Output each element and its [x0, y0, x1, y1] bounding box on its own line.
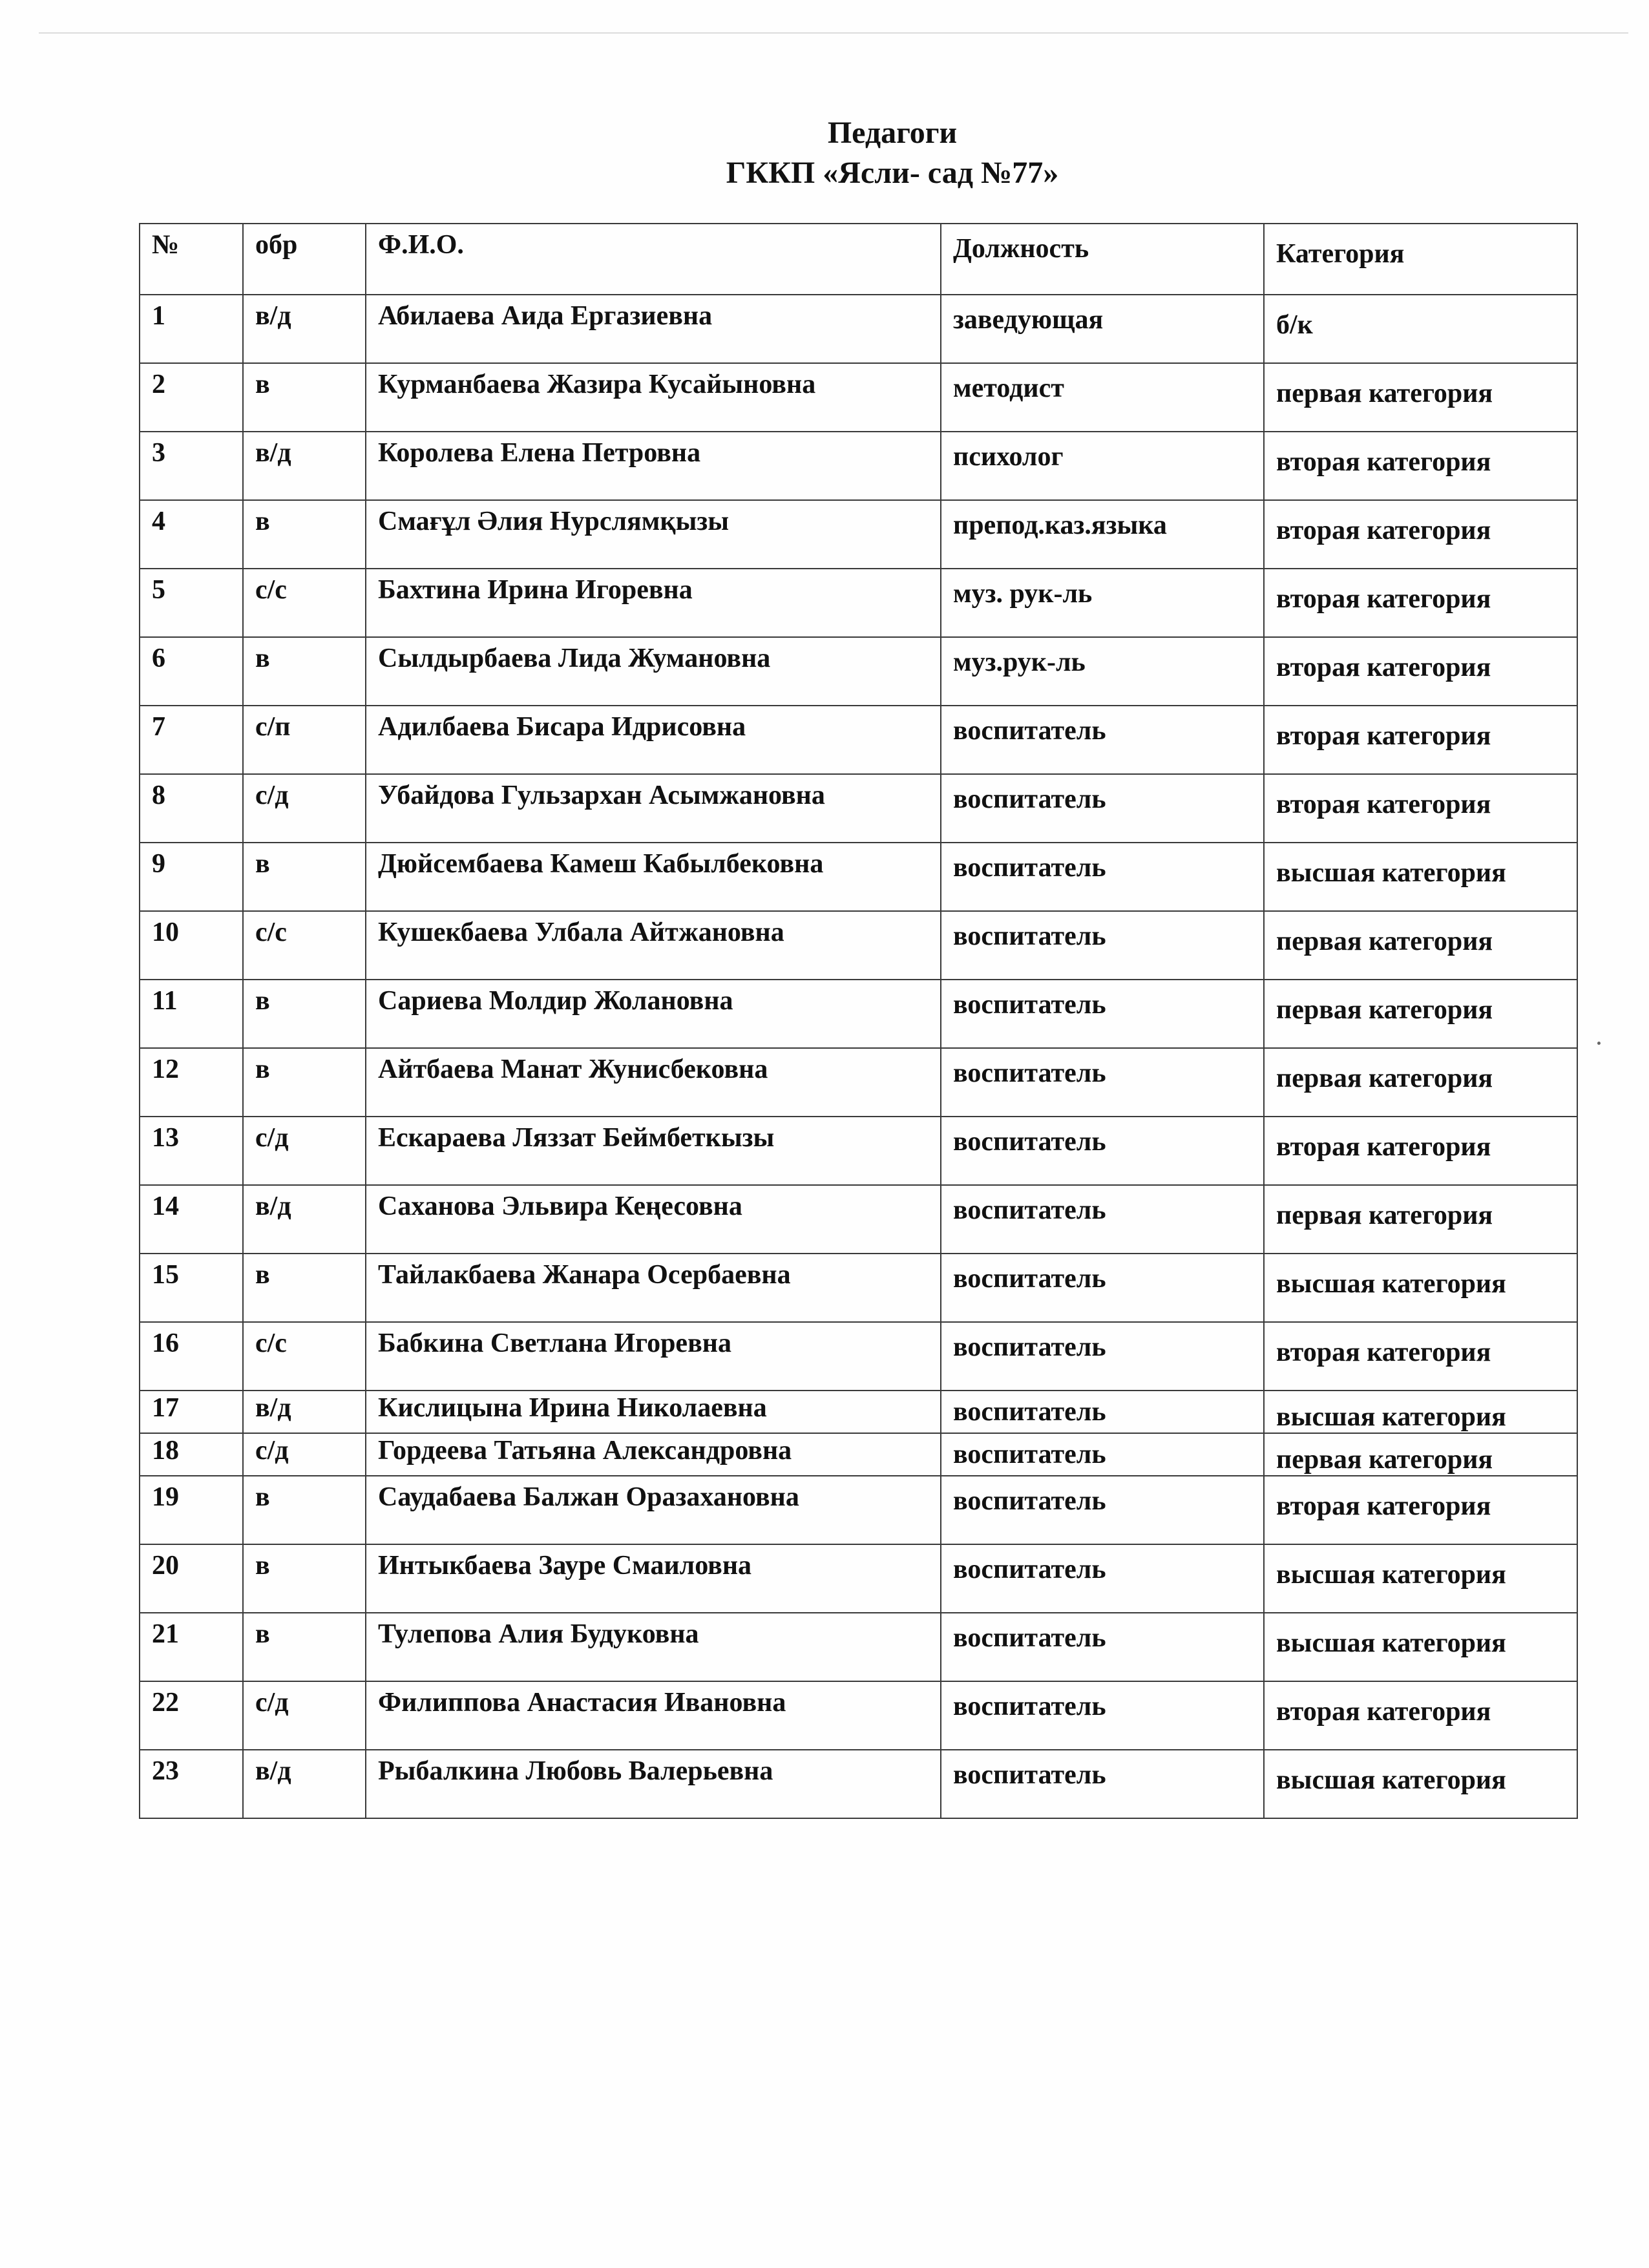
table-row — [140, 1433, 1577, 1476]
row-number: 17 — [140, 1391, 243, 1433]
row-category-text: первая категория — [1276, 379, 1493, 408]
row-category — [1264, 1185, 1577, 1254]
row-position — [941, 1322, 1264, 1391]
row-number: 6 — [140, 637, 243, 706]
row-category — [1264, 911, 1577, 980]
staff-table — [139, 223, 1578, 1819]
row-position — [941, 911, 1264, 980]
row-position-text: воспитатель — [953, 1692, 1106, 1721]
row-position — [941, 432, 1264, 500]
row-education: с/с — [243, 1322, 366, 1391]
row-position — [941, 1433, 1264, 1476]
row-education: в — [243, 1048, 366, 1117]
row-full-name: Ескараева Ляззат Беймбеткызы — [366, 1117, 941, 1185]
row-position-text: воспитатель — [953, 853, 1106, 883]
row-full-name: Убайдова Гульзархан Асымжановна — [366, 774, 941, 843]
row-number: 15 — [140, 1254, 243, 1322]
document-title: Педагоги — [827, 116, 958, 150]
row-category-text: высшая категория — [1276, 1628, 1506, 1658]
row-education: с/п — [243, 706, 366, 774]
row-category — [1264, 295, 1577, 363]
table-row — [140, 1322, 1577, 1391]
table-row — [140, 1391, 1577, 1433]
row-full-name: Тайлакбаева Жанара Осербаевна — [366, 1254, 941, 1322]
row-position — [941, 843, 1264, 911]
row-category-text: вторая категория — [1276, 653, 1491, 682]
table-row — [140, 569, 1577, 637]
row-number: 5 — [140, 569, 243, 637]
row-full-name: Филиппова Анастасия Ивановна — [366, 1681, 941, 1750]
row-full-name: Абилаева Аида Ергазиевна — [366, 295, 941, 363]
row-full-name: Саудабаева Балжан Оразахановна — [366, 1476, 941, 1544]
row-number: 12 — [140, 1048, 243, 1117]
row-full-name: Саханова Эльвира Кеңесовна — [366, 1185, 941, 1254]
table-row — [140, 432, 1577, 500]
row-education: в/д — [243, 1185, 366, 1254]
row-full-name: Смағұл Әлия Нурслямқызы — [366, 500, 941, 569]
row-category — [1264, 500, 1577, 569]
row-position-text: муз. рук-ль — [953, 579, 1093, 609]
row-number: 4 — [140, 500, 243, 569]
row-position — [941, 1476, 1264, 1544]
table-row — [140, 500, 1577, 569]
table-row — [140, 1185, 1577, 1254]
table-row — [140, 1750, 1577, 1818]
row-position-text: воспитатель — [953, 1264, 1106, 1294]
row-category-text: вторая категория — [1276, 1697, 1491, 1727]
row-position-text: воспитатель — [953, 716, 1106, 746]
row-category — [1264, 774, 1577, 843]
row-position-text: воспитатель — [953, 1397, 1106, 1427]
row-category — [1264, 843, 1577, 911]
row-number: 7 — [140, 706, 243, 774]
row-category-text: вторая категория — [1276, 516, 1491, 545]
row-full-name: Бабкина Светлана Игоревна — [366, 1322, 941, 1391]
row-number: 23 — [140, 1750, 243, 1818]
row-position — [941, 1391, 1264, 1433]
row-position-text: воспитатель — [953, 1760, 1106, 1790]
row-position — [941, 1544, 1264, 1613]
row-category — [1264, 1476, 1577, 1544]
row-category-text: первая категория — [1276, 995, 1493, 1025]
scan-speck — [1597, 1042, 1601, 1045]
row-full-name: Тулепова Алия Будуковна — [366, 1613, 941, 1681]
row-category — [1264, 980, 1577, 1048]
table-row — [140, 1544, 1577, 1613]
row-education: в — [243, 1613, 366, 1681]
row-category-text: первая категория — [1276, 1201, 1493, 1230]
table-row — [140, 1681, 1577, 1750]
header-position — [941, 224, 1264, 295]
row-position-text: воспитатель — [953, 1332, 1106, 1362]
row-category — [1264, 1681, 1577, 1750]
row-full-name: Курманбаева Жазира Кусайыновна — [366, 363, 941, 432]
row-category — [1264, 1117, 1577, 1185]
table-row — [140, 1613, 1577, 1681]
row-position-text: воспитатель — [953, 1440, 1106, 1469]
row-position-text: заведующая — [953, 305, 1104, 335]
row-category — [1264, 363, 1577, 432]
row-education: с/д — [243, 1433, 366, 1476]
row-category-text: высшая категория — [1276, 858, 1506, 888]
header-education: обр — [243, 224, 366, 295]
row-category — [1264, 432, 1577, 500]
row-education: с/д — [243, 1681, 366, 1750]
row-full-name: Гордеева Татьяна Александровна — [366, 1433, 941, 1476]
row-position — [941, 1750, 1264, 1818]
row-category — [1264, 569, 1577, 637]
row-education: в — [243, 1544, 366, 1613]
row-category-text: вторая категория — [1276, 1491, 1491, 1521]
row-position-text: воспитатель — [953, 990, 1106, 1020]
row-full-name: Интыкбаева Зауре Смаиловна — [366, 1544, 941, 1613]
row-category — [1264, 1613, 1577, 1681]
row-number: 22 — [140, 1681, 243, 1750]
row-education: в — [243, 500, 366, 569]
row-full-name: Сариева Молдир Жолановна — [366, 980, 941, 1048]
row-number: 20 — [140, 1544, 243, 1613]
row-number: 21 — [140, 1613, 243, 1681]
row-position-text: методист — [953, 373, 1064, 403]
table-row — [140, 774, 1577, 843]
document-subtitle: ГККП «Ясли- сад №77» — [726, 156, 1059, 190]
row-number: 3 — [140, 432, 243, 500]
row-position-text: воспитатель — [953, 1486, 1106, 1516]
row-full-name: Кушекбаева Улбала Айтжановна — [366, 911, 941, 980]
row-category — [1264, 637, 1577, 706]
row-education: в/д — [243, 1391, 366, 1433]
row-category-text: первая категория — [1276, 1064, 1493, 1093]
row-category-text: вторая категория — [1276, 447, 1491, 477]
row-education: в/д — [243, 432, 366, 500]
row-category-text: б/к — [1276, 310, 1313, 340]
row-education: с/с — [243, 569, 366, 637]
row-full-name: Айтбаева Манат Жунисбековна — [366, 1048, 941, 1117]
table-row — [140, 1476, 1577, 1544]
row-education: в — [243, 980, 366, 1048]
row-category-text: первая категория — [1276, 927, 1493, 956]
row-category — [1264, 1048, 1577, 1117]
row-category-text: вторая категория — [1276, 721, 1491, 751]
row-number: 11 — [140, 980, 243, 1048]
row-education: в/д — [243, 1750, 366, 1818]
header-category-label: Категория — [1276, 239, 1405, 269]
row-position — [941, 1185, 1264, 1254]
row-education: в — [243, 637, 366, 706]
row-number: 18 — [140, 1433, 243, 1476]
row-number: 13 — [140, 1117, 243, 1185]
table-row — [140, 980, 1577, 1048]
scan-edge-line — [39, 32, 1628, 34]
row-education: с/д — [243, 1117, 366, 1185]
row-position-text: воспитатель — [953, 1555, 1106, 1584]
row-full-name: Королева Елена Петровна — [366, 432, 941, 500]
row-position-text: психолог — [953, 442, 1064, 472]
row-full-name: Сылдырбаева Лида Жумановна — [366, 637, 941, 706]
row-category-text: высшая категория — [1276, 1765, 1506, 1795]
table-row — [140, 911, 1577, 980]
row-position — [941, 637, 1264, 706]
header-position-label: Должность — [953, 234, 1089, 264]
row-position — [941, 363, 1264, 432]
row-number: 2 — [140, 363, 243, 432]
row-position — [941, 500, 1264, 569]
table-row — [140, 706, 1577, 774]
row-position-text: муз.рук-ль — [953, 647, 1086, 677]
row-category-text: вторая категория — [1276, 1132, 1491, 1162]
table-row — [140, 1048, 1577, 1117]
row-category-text: высшая категория — [1276, 1560, 1506, 1590]
row-category — [1264, 1391, 1577, 1433]
row-position-text: воспитатель — [953, 1623, 1106, 1653]
row-position — [941, 295, 1264, 363]
row-number: 8 — [140, 774, 243, 843]
row-number: 19 — [140, 1476, 243, 1544]
header-number: № — [140, 224, 243, 295]
row-category-text: вторая категория — [1276, 790, 1491, 819]
table-row — [140, 1254, 1577, 1322]
row-education: в — [243, 843, 366, 911]
row-number: 10 — [140, 911, 243, 980]
header-category — [1264, 224, 1577, 295]
row-category — [1264, 1254, 1577, 1322]
row-full-name: Бахтина Ирина Игоревна — [366, 569, 941, 637]
row-education: с/с — [243, 911, 366, 980]
row-category — [1264, 706, 1577, 774]
table-row — [140, 637, 1577, 706]
header-full-name: Ф.И.О. — [366, 224, 941, 295]
table-row — [140, 363, 1577, 432]
row-category-text: вторая категория — [1276, 1338, 1491, 1367]
row-full-name: Кислицына Ирина Николаевна — [366, 1391, 941, 1433]
row-category-text: высшая категория — [1276, 1402, 1506, 1432]
row-category — [1264, 1750, 1577, 1818]
row-education: в/д — [243, 295, 366, 363]
table-row — [140, 843, 1577, 911]
staff-table-body — [140, 295, 1577, 1818]
row-position — [941, 1613, 1264, 1681]
row-number: 1 — [140, 295, 243, 363]
row-position — [941, 1048, 1264, 1117]
row-full-name: Дюйсембаева Камеш Кабылбековна — [366, 843, 941, 911]
table-row — [140, 1117, 1577, 1185]
row-full-name: Адилбаева Бисара Идрисовна — [366, 706, 941, 774]
row-category — [1264, 1544, 1577, 1613]
row-full-name: Рыбалкина Любовь Валерьевна — [366, 1750, 941, 1818]
row-category — [1264, 1322, 1577, 1391]
row-position-text: препод.каз.языка — [953, 510, 1167, 540]
row-position-text: воспитатель — [953, 921, 1106, 951]
row-education: с/д — [243, 774, 366, 843]
row-category-text: высшая категория — [1276, 1269, 1506, 1299]
row-number: 16 — [140, 1322, 243, 1391]
row-position — [941, 569, 1264, 637]
row-position-text: воспитатель — [953, 784, 1106, 814]
row-category-text: первая категория — [1276, 1445, 1493, 1475]
row-education: в — [243, 1476, 366, 1544]
row-position — [941, 1681, 1264, 1750]
row-position — [941, 1117, 1264, 1185]
row-number: 14 — [140, 1185, 243, 1254]
row-number: 9 — [140, 843, 243, 911]
row-education: в — [243, 363, 366, 432]
row-category — [1264, 1433, 1577, 1476]
row-position-text: воспитатель — [953, 1058, 1106, 1088]
row-position — [941, 706, 1264, 774]
row-position — [941, 774, 1264, 843]
row-position-text: воспитатель — [953, 1127, 1106, 1157]
row-education: в — [243, 1254, 366, 1322]
row-position — [941, 980, 1264, 1048]
row-position — [941, 1254, 1264, 1322]
row-position-text: воспитатель — [953, 1195, 1106, 1225]
table-header-row — [140, 224, 1577, 295]
row-category-text: вторая категория — [1276, 584, 1491, 614]
table-row — [140, 295, 1577, 363]
